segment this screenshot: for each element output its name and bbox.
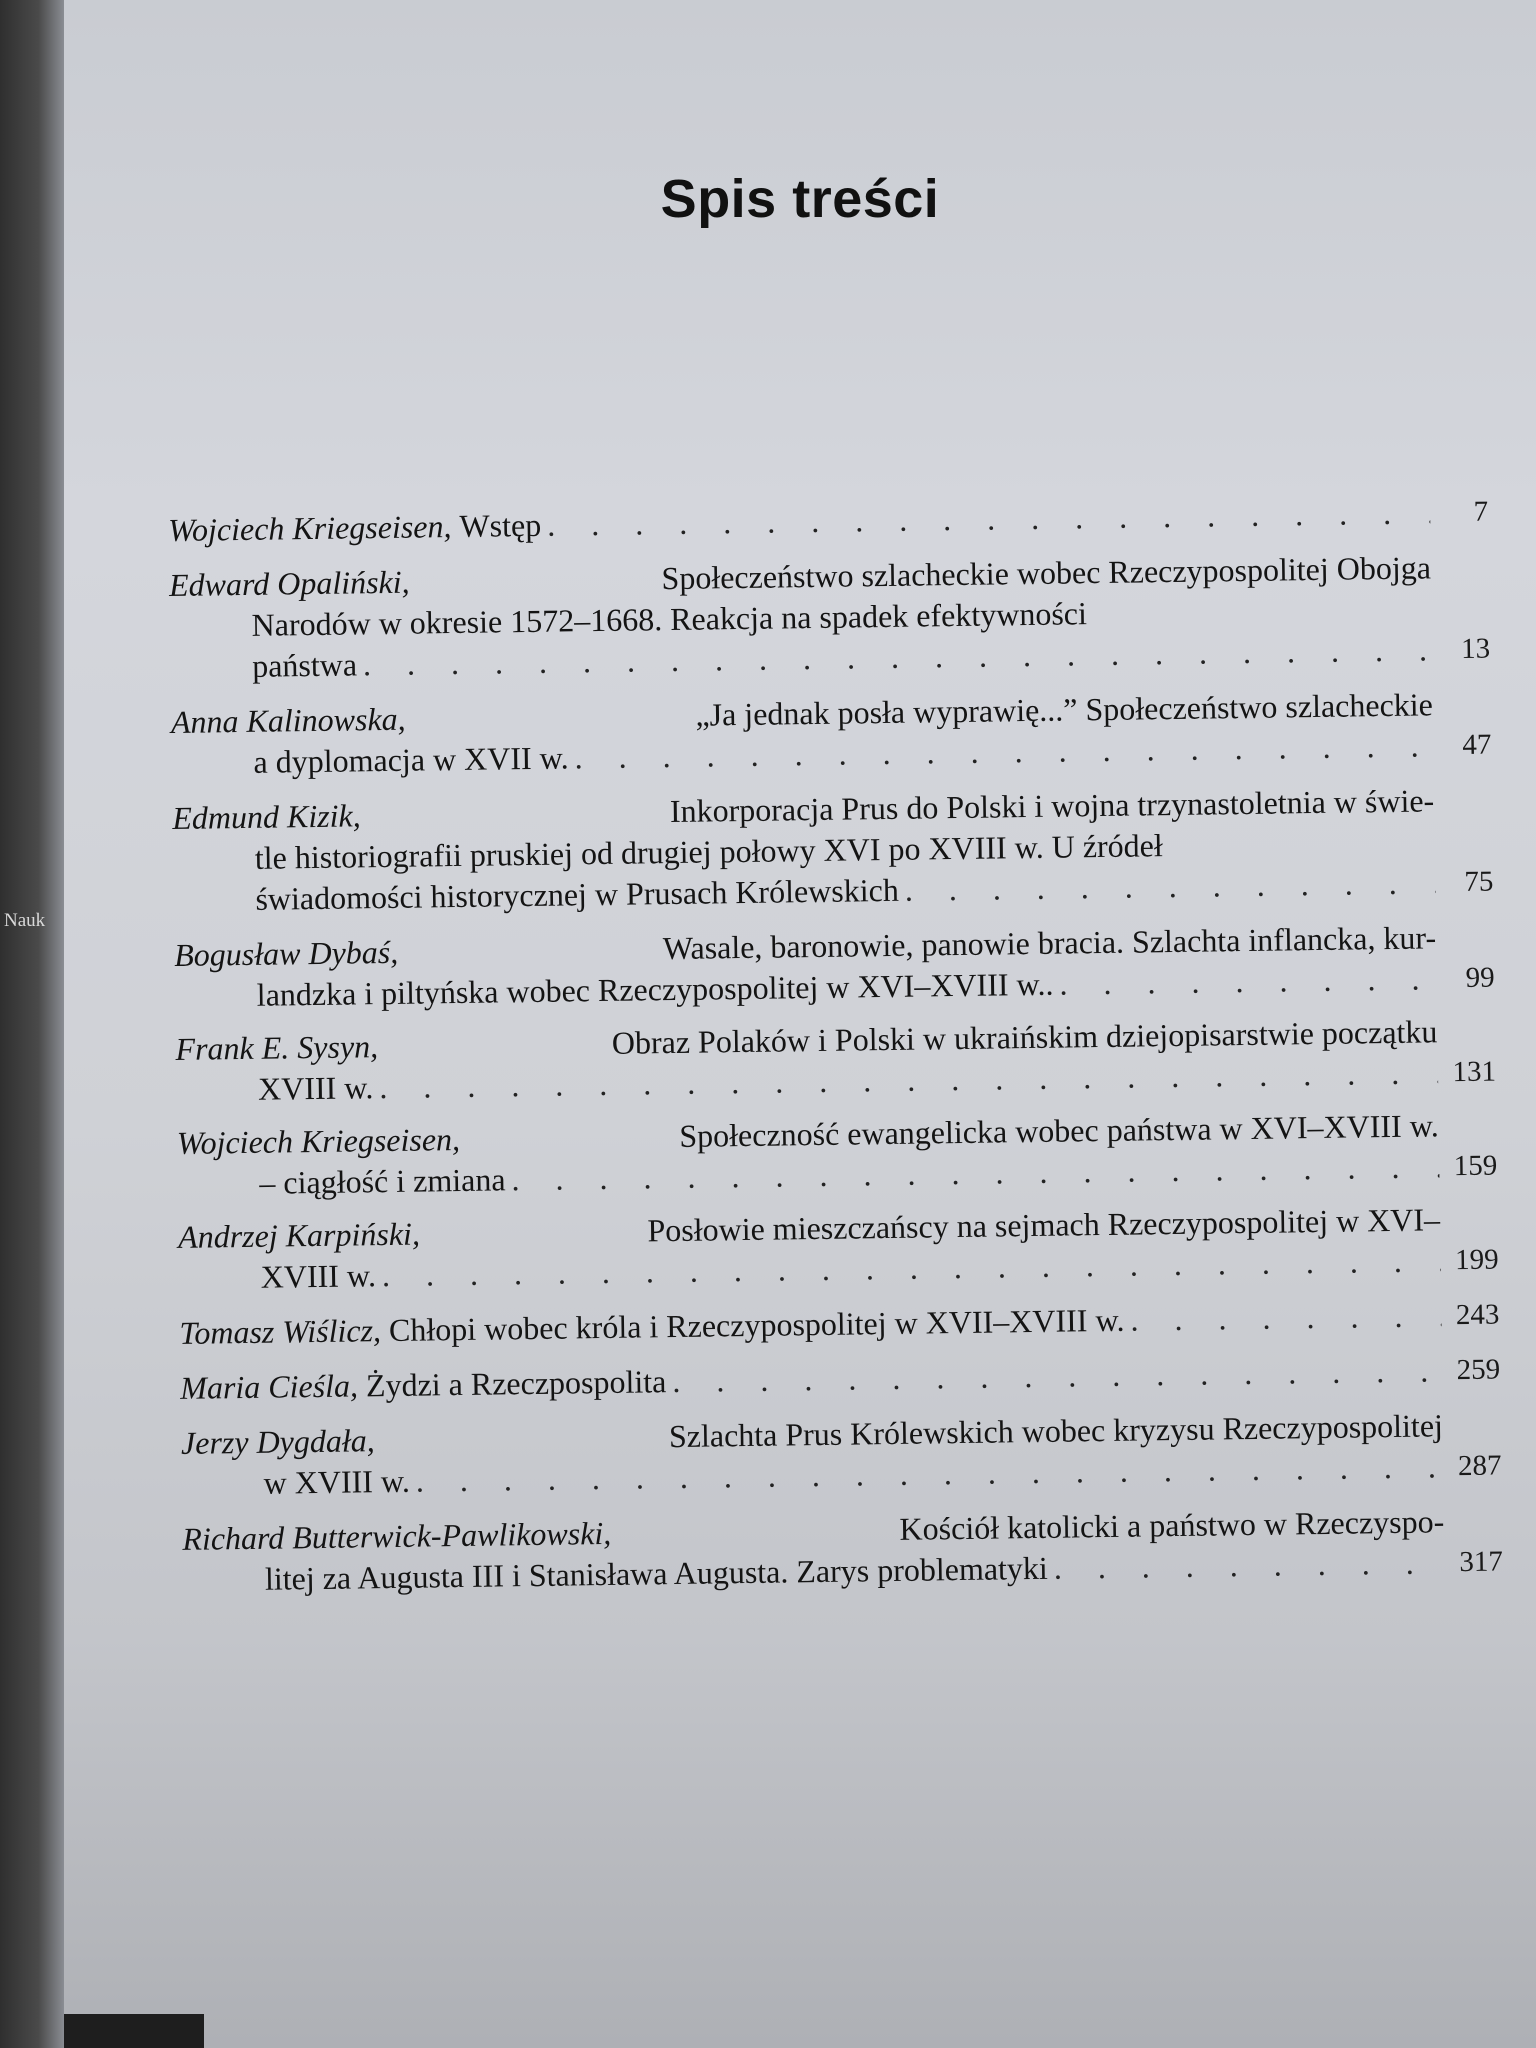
toc-entry [168, 492, 1488, 551]
toc-title: landzka i piltyńska wobec Rzeczypospolitej w XVI–XVIII w.. [256, 965, 1054, 1013]
toc-title: „Ja jednak posła wyprawię...” Społeczeństwo szlacheckie [695, 686, 1434, 733]
table-of-contents [168, 492, 1503, 1601]
toc-author: Andrzej Karpiński, [177, 1215, 421, 1255]
dot-leader [1059, 958, 1437, 1004]
toc-entry [182, 1500, 1503, 1600]
book-spine [0, 0, 64, 2048]
toc-title: Wstęp [459, 506, 542, 544]
toc-title: Wasale, baronowie, panowie bracia. Szlachta inflancka, kur- [662, 919, 1437, 967]
toc-title: Chłopi wobec króla i Rzeczypospolitej w XVII–XVIII w. [388, 1301, 1125, 1348]
toc-author: Tomasz Wiślicz, [179, 1312, 382, 1351]
toc-title: Narodów w okresie 1572–1668. Reakcja na spadek efektywności [251, 595, 1088, 643]
toc-entry [178, 1199, 1499, 1299]
toc-page-number: 259 [1456, 1353, 1501, 1387]
toc-author: Frank E. Sysyn, [175, 1028, 379, 1067]
toc-page-number: 131 [1452, 1055, 1497, 1089]
toc-title: Inkorporacja Prus do Polski i wojna trzynastoletnia w świe- [669, 782, 1435, 830]
toc-title: litej za Augusta III i Stanisława Augusta. Zarys problematyki [264, 1549, 1049, 1597]
toc-author: Richard Butterwick-Pawlikowski, [182, 1514, 612, 1557]
toc-title: Kościół katolicki a państwo w Rzeczyspo- [899, 1503, 1445, 1547]
toc-page-number: 47 [1462, 728, 1492, 761]
toc-page-number: 317 [1459, 1545, 1504, 1579]
toc-entry [171, 684, 1492, 784]
dot-leader [1130, 1295, 1441, 1340]
toc-title: a dyplomacja w XVII w. [253, 739, 569, 780]
toc-author: Wojciech Kriegseisen, [176, 1120, 461, 1161]
dot-leader [672, 1350, 1442, 1402]
toc-title: Żydzi a Rzeczpospolita [365, 1363, 667, 1404]
toc-title: Obraz Polaków i Polski w ukraińskim dziejopisarstwie początku [611, 1013, 1438, 1061]
toc-author: Maria Cieśla, [180, 1367, 359, 1406]
toc-title: państwa [251, 646, 358, 684]
toc-entry [169, 547, 1491, 688]
toc-page-number: 159 [1453, 1149, 1498, 1183]
toc-author: Bogusław Dybaś, [173, 933, 399, 973]
toc-entry [175, 1011, 1496, 1111]
book-page [64, 0, 1536, 2048]
dot-leader [905, 862, 1436, 910]
toc-entry-line [179, 1295, 1441, 1354]
toc-author: Jerzy Dygdała, [180, 1422, 375, 1461]
toc-title: Szlachta Prus Królewskich wobec kryzysu Rzeczypospolitej [668, 1407, 1444, 1455]
toc-title: w XVIII w. [263, 1462, 411, 1501]
toc-title: XVIII w. [257, 1069, 374, 1107]
toc-author: Anna Kalinowska, [170, 700, 406, 740]
toc-title: Społeczność ewangelicka wobec państwa w XVI–XVIII w. [679, 1107, 1439, 1154]
toc-entry [172, 780, 1494, 921]
toc-title: – ciągłość i zmiana [259, 1161, 506, 1201]
toc-entry-line [168, 492, 1430, 551]
toc-title: świadomości historycznej w Prusach Królewskich [255, 871, 900, 917]
toc-entry-line [180, 1350, 1442, 1409]
toc-title: XVIII w. [260, 1257, 377, 1295]
dot-leader [547, 492, 1431, 545]
dot-leader [1054, 1542, 1446, 1588]
toc-entry [177, 1105, 1498, 1205]
toc-entry [179, 1294, 1499, 1353]
toc-page-number: 7 [1473, 495, 1489, 528]
page-title: Spis treści [660, 169, 940, 229]
toc-entry [180, 1349, 1500, 1408]
toc-author: Edward Opaliński, [168, 563, 410, 603]
toc-page-number: 75 [1464, 865, 1494, 898]
toc-title: Posłowie mieszczańscy na sejmach Rzeczypospolitej w XVI– [647, 1201, 1441, 1249]
toc-entry [181, 1404, 1502, 1504]
toc-entry [174, 917, 1495, 1017]
toc-title: tle historiografii pruskiej od drugiej połowy XVI po XVIII w. U źródeł [254, 827, 1163, 876]
toc-page-number: 243 [1455, 1298, 1500, 1332]
page-shadow [64, 2014, 204, 2048]
spine-text: Nauk [4, 910, 46, 931]
toc-page-number: 99 [1465, 961, 1495, 994]
toc-author: Edmund Kizik, [172, 797, 361, 836]
toc-author: Wojciech Kriegseisen, [168, 508, 452, 548]
toc-page-number: 13 [1460, 632, 1491, 665]
toc-page-number: 199 [1454, 1243, 1499, 1277]
toc-page-number: 287 [1457, 1449, 1502, 1483]
toc-title: Społeczeństwo szlacheckie wobec Rzeczypospolitej Obojga [661, 549, 1432, 597]
